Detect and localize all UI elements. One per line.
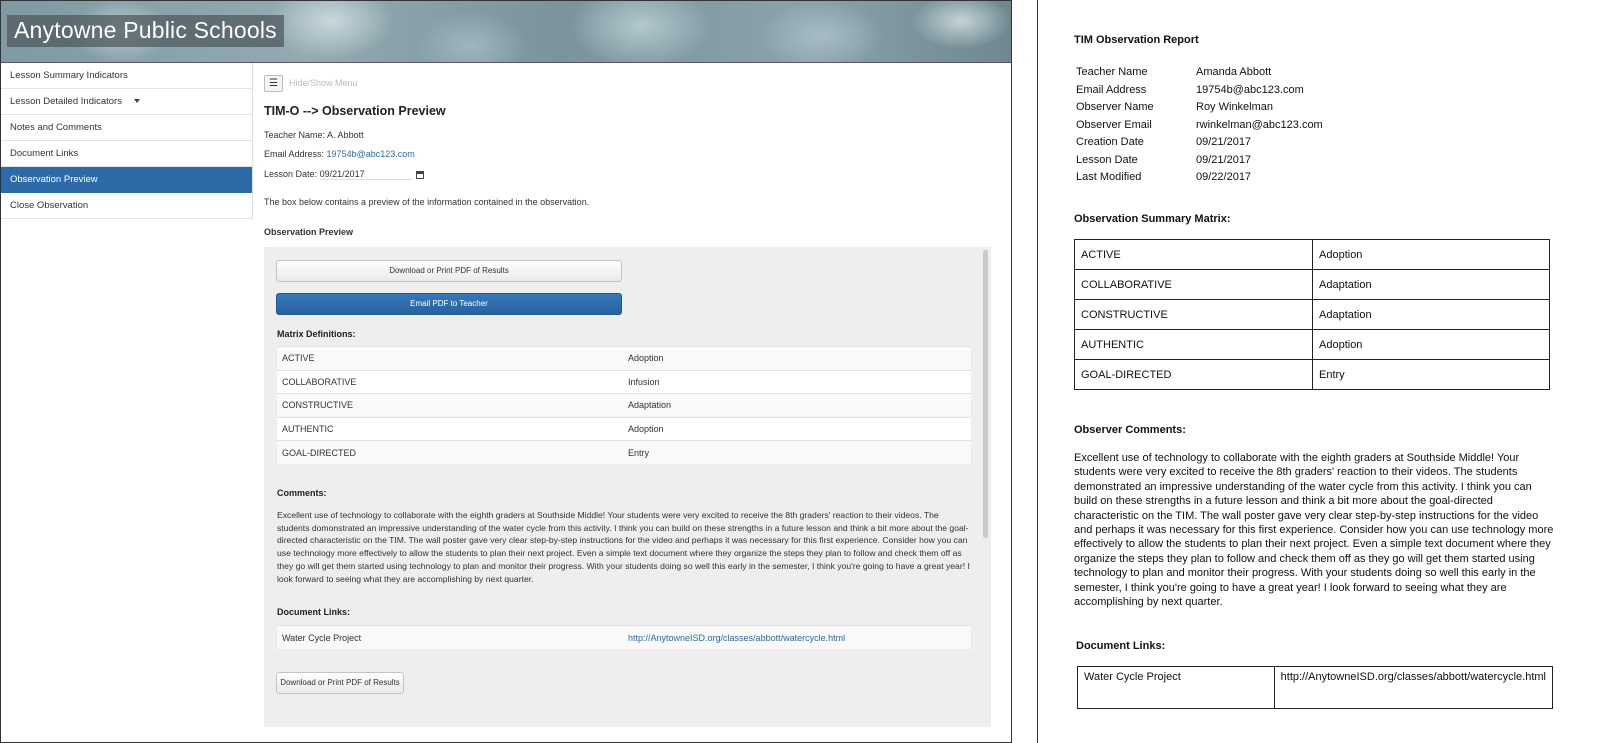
preview-description: The box below contains a preview of the information contained in the observation. [264, 197, 590, 207]
observation-preview-label: Observation Preview [264, 227, 354, 237]
matrix-table [277, 346, 971, 464]
pdf-report [1037, 0, 1600, 743]
sidebar-item-close-observation[interactable] [1, 193, 252, 219]
preview-scrollbar[interactable] [983, 250, 988, 538]
info-row [1076, 66, 1323, 84]
app-title: Anytowne Public Schools [7, 15, 284, 47]
teacher-name-line [264, 130, 364, 140]
hamburger-menu-icon[interactable]: ☰ [264, 75, 283, 92]
header-banner [1, 1, 1011, 63]
matrix-definitions-heading: Matrix Definitions: [277, 329, 356, 339]
matrix-level: Adaptation [1313, 270, 1550, 300]
table-row [1078, 667, 1553, 709]
sidebar-item-label: Lesson Summary Indicators [10, 70, 128, 81]
info-value: 09/21/2017 [1196, 153, 1252, 166]
observer-comments-heading: Observer Comments: [1074, 424, 1186, 436]
table-row [1075, 300, 1550, 330]
matrix-level: Adaptation [1313, 300, 1550, 330]
download-pdf-button[interactable]: Download or Print PDF of Results [276, 260, 622, 282]
report-title: TIM Observation Report [1074, 34, 1199, 46]
report-info [1076, 66, 1323, 189]
info-row [1076, 154, 1323, 172]
table-row [277, 626, 971, 650]
matrix-level: Entry [623, 441, 971, 465]
report-document-links-table [1077, 666, 1553, 709]
matrix-name: ACTIVE [1075, 240, 1313, 270]
matrix-level: Adoption [1313, 330, 1550, 360]
matrix-name: GOAL-DIRECTED [277, 441, 623, 465]
info-value: 19754b@abc123.com [1196, 83, 1304, 96]
info-row [1076, 136, 1323, 154]
info-value: Amanda Abbott [1196, 66, 1272, 78]
info-row [1076, 171, 1323, 189]
comments-text: Excellent use of technology to collaborate with the eighth graders at Southside Middle! Your students were very excited to receive the 8th graders' reaction to their videos. The students domonstrated an impressive understanding of the water cycle from this activity. I think you can build on these strengths in a future lesson and think a bit more about the goal-directed characteristic on the TIM. The wall poster gave very clear step-by-step instructions for the video and perhaps it was necessary for this first experience. Consider how you can use technology more effectively to allow the students to plan their next project. Even a simple text document where they organize the steps they plan to follow and check them off as they go will get them started using technology to plan and monitor their progress. With your students doing so well this early in the semester, I think you're going to have a great year! I look forward to seeing what they are accomplishing by next quarter. [277, 510, 970, 584]
table-row [277, 417, 971, 441]
info-value: Roy Winkelman [1196, 101, 1274, 113]
matrix-level: Infusion [623, 370, 971, 394]
sidebar [1, 63, 253, 219]
lesson-date-line [264, 169, 424, 180]
observer-comments-text: Excellent use of technology to collaborate with the eighth graders at Southside Middle! Your students were very excited to receive the 8th graders' reaction to their videos. The students demonstrated an impressive understanding of the water cycle from this activity. I think you can build on these strengths in a future lesson and think a bit more about the goal-directed characteristic on the TIM. The wall poster gave very clear step-by-step instructions for the video and perhaps it was necessary for this first experience. Consider how you can use technology more effectively to allow the students to plan their next project. Even a simple text document where they organize the steps they plan to follow and check them off as they go will get them started using technology to plan and monitor their progress. With your students doing so well this early in the semester, I think you're going to have a great year! I look forward to seeing what they are accomplishing by next quarter. [1074, 452, 1554, 609]
matrix-name: CONSTRUCTIVE [277, 394, 623, 418]
table-row [277, 370, 971, 394]
info-key: Observer Email [1076, 118, 1152, 131]
sidebar-item-label: Lesson Detailed Indicators [10, 96, 122, 107]
summary-matrix-table [1074, 239, 1550, 390]
matrix-level: Adaptation [623, 394, 971, 418]
document-link[interactable]: http://AnytowneISD.org/classes/abbott/watercycle.html [628, 632, 846, 643]
matrix-name: COLLABORATIVE [1075, 270, 1313, 300]
document-links-table [277, 625, 971, 649]
sidebar-item-observation-preview[interactable] [1, 167, 252, 193]
summary-matrix-heading: Observation Summary Matrix: [1074, 213, 1231, 225]
document-links-heading: Document Links: [277, 607, 351, 617]
info-row [1076, 84, 1323, 102]
table-row [277, 347, 971, 371]
document-url: http://AnytowneISD.org/classes/abbott/watercycle.html [1274, 667, 1552, 709]
page-title: TIM-O --> Observation Preview [264, 104, 446, 118]
lesson-date-input[interactable]: 09/21/2017 [320, 169, 412, 180]
download-pdf-button-bottom[interactable]: Download or Print PDF of Results [276, 672, 404, 694]
table-row [1075, 240, 1550, 270]
matrix-level: Adoption [623, 417, 971, 441]
sidebar-item-document-links[interactable] [1, 141, 252, 167]
matrix-name: AUTHENTIC [1075, 330, 1313, 360]
caret-down-icon [134, 99, 140, 103]
matrix-name: GOAL-DIRECTED [1075, 360, 1313, 390]
info-value: rwinkelman@abc123.com [1196, 118, 1323, 131]
info-key: Observer Name [1076, 101, 1154, 113]
lesson-date-label: Lesson Date: [264, 169, 318, 179]
matrix-name: ACTIVE [277, 347, 623, 371]
email-pdf-button[interactable]: Email PDF to Teacher [276, 293, 622, 315]
sidebar-item-label: Document Links [10, 148, 79, 159]
info-key: Teacher Name [1076, 66, 1148, 78]
email-label: Email Address: [264, 149, 325, 159]
sidebar-item-lesson-summary[interactable] [1, 63, 252, 89]
comments-heading: Comments: [277, 488, 327, 498]
info-row [1076, 101, 1323, 119]
report-document-links-heading: Document Links: [1076, 640, 1166, 652]
table-row [1075, 270, 1550, 300]
matrix-name: COLLABORATIVE [277, 370, 623, 394]
matrix-name: CONSTRUCTIVE [1075, 300, 1313, 330]
observation-preview-box [264, 247, 991, 727]
sidebar-item-label: Notes and Comments [10, 122, 102, 133]
table-row [1075, 360, 1550, 390]
info-value: 09/22/2017 [1196, 171, 1252, 183]
info-key: Lesson Date [1076, 153, 1138, 166]
main-content [253, 63, 1011, 743]
table-row [1075, 330, 1550, 360]
calendar-icon[interactable] [416, 171, 424, 179]
info-row [1076, 119, 1323, 137]
email-link[interactable]: 19754b@abc123.com [326, 149, 415, 159]
hide-show-menu-link[interactable]: Hide/Show Menu [289, 78, 358, 88]
matrix-level: Adoption [1313, 240, 1550, 270]
sidebar-item-lesson-detailed[interactable] [1, 89, 252, 115]
sidebar-item-label: Observation Preview [10, 174, 98, 185]
info-key: Last Modified [1076, 171, 1142, 183]
sidebar-item-label: Close Observation [10, 200, 89, 211]
sidebar-item-notes[interactable] [1, 115, 252, 141]
matrix-name: AUTHENTIC [277, 417, 623, 441]
info-key: Creation Date [1076, 136, 1144, 148]
document-url[interactable] [623, 626, 971, 650]
info-key: Email Address [1076, 83, 1147, 96]
email-line [264, 149, 415, 159]
table-row [277, 394, 971, 418]
document-name: Water Cycle Project [1078, 667, 1275, 709]
teacher-name-label: Teacher Name: [264, 130, 326, 140]
document-name: Water Cycle Project [277, 626, 623, 650]
matrix-level: Adoption [623, 347, 971, 371]
teacher-name-value: A. Abbott [327, 130, 364, 140]
table-row [277, 441, 971, 465]
info-value: 09/21/2017 [1196, 136, 1252, 148]
matrix-level: Entry [1313, 360, 1550, 390]
